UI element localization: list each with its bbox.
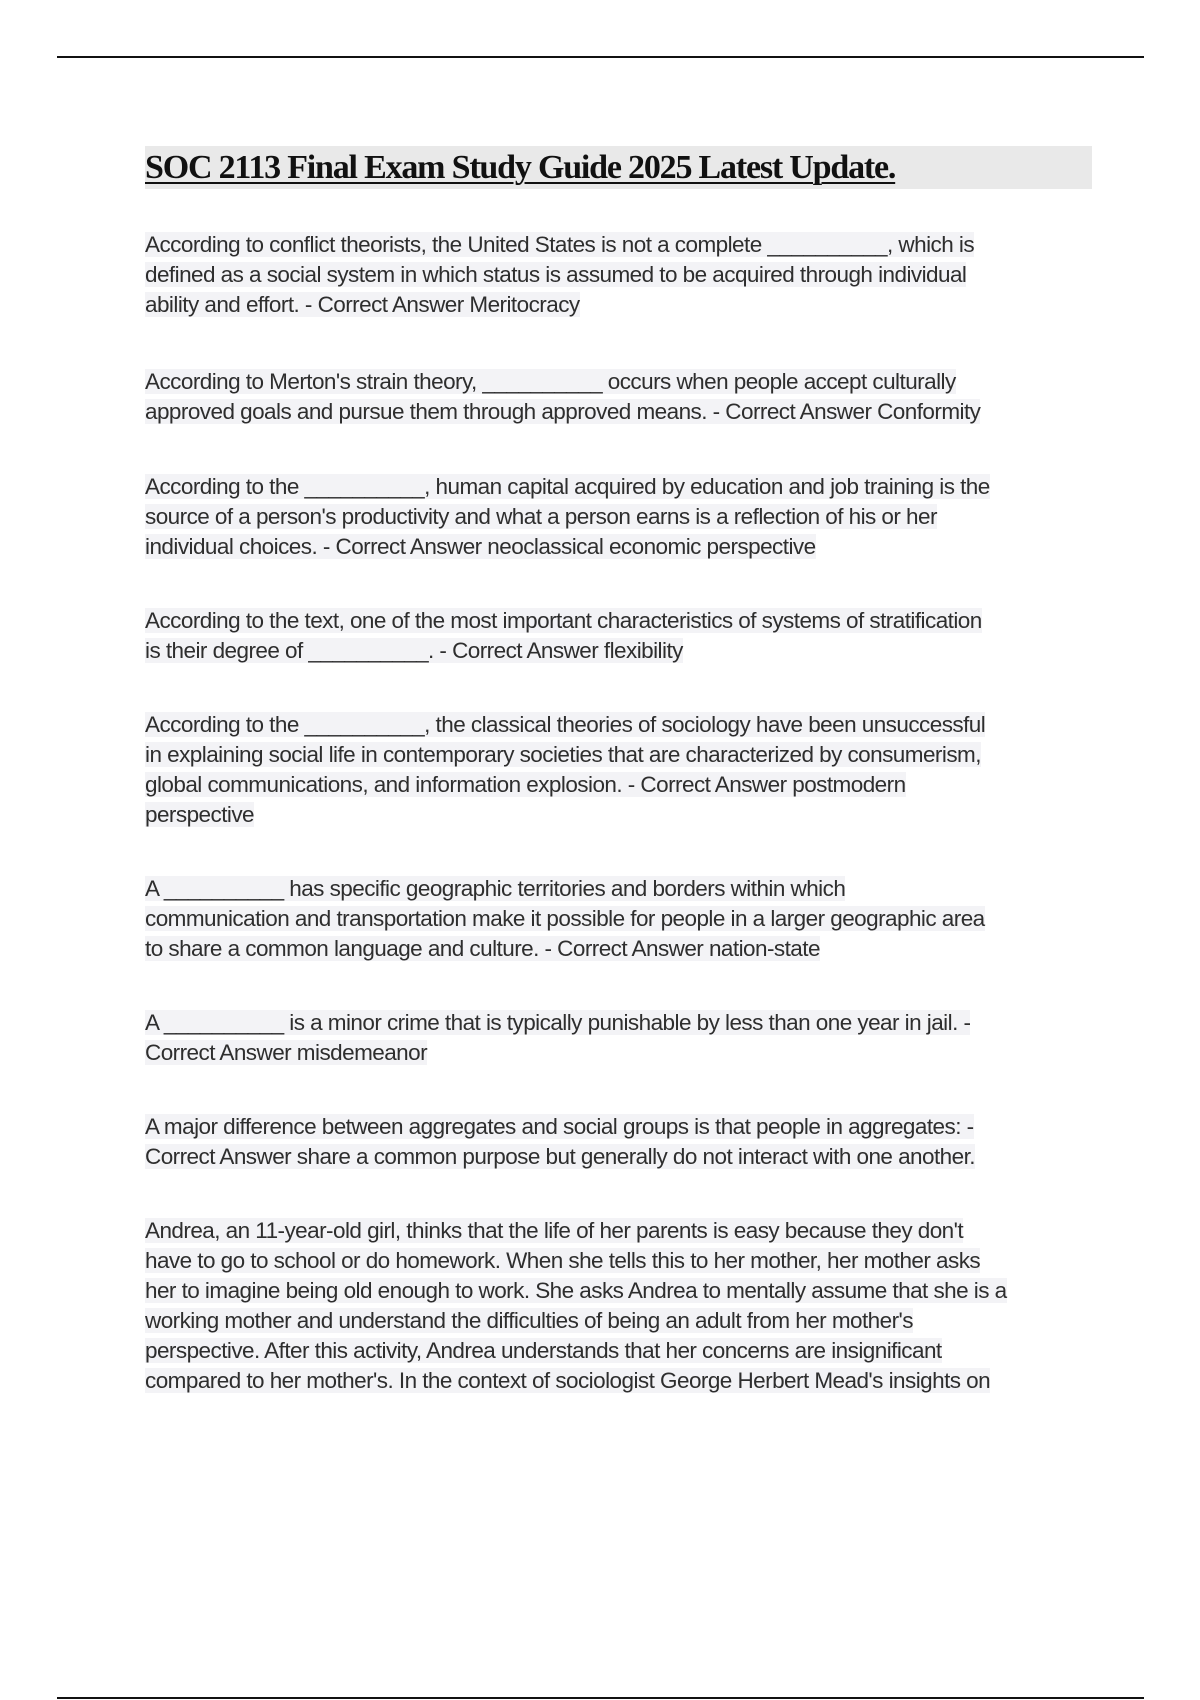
qa-line: perspective. After this activity, Andrea understands that her concerns are insignificant: [145, 1338, 942, 1363]
qa-line: According to conflict theorists, the United States is not a complete __________, which is: [145, 232, 975, 257]
qa-line: in explaining social life in contemporary societies that are characterized by consumerism,: [145, 742, 981, 767]
qa-line: According to the __________, human capital acquired by education and job training is the: [145, 474, 990, 499]
qa-entry: [145, 367, 1090, 427]
qa-line: communication and transportation make it possible for people in a larger geographic area: [145, 906, 985, 931]
qa-line: her to imagine being old enough to work. She asks Andrea to mentally assume that she is a: [145, 1278, 1007, 1303]
qa-line: global communications, and information explosion. - Correct Answer postmodern: [145, 772, 906, 797]
qa-line: A __________ is a minor crime that is typically punishable by less than one year in jail. -: [145, 1010, 971, 1035]
qa-entry: [145, 1216, 1090, 1396]
qa-entry: [145, 710, 1090, 830]
qa-line: individual choices. - Correct Answer neoclassical economic perspective: [145, 534, 816, 559]
qa-line: According to Merton's strain theory, __________ occurs when people accept culturally: [145, 369, 956, 394]
qa-line: to share a common language and culture. - Correct Answer nation-state: [145, 936, 820, 961]
qa-line: source of a person's productivity and what a person earns is a reflection of his or her: [145, 504, 937, 529]
qa-line: is their degree of __________. - Correct Answer flexibility: [145, 638, 683, 663]
qa-line: compared to her mother's. In the context of sociologist George Herbert Mead's insights on: [145, 1368, 991, 1393]
qa-line: defined as a social system in which status is assumed to be acquired through individual: [145, 262, 967, 287]
qa-line: Andrea, an 11-year-old girl, thinks that the life of her parents is easy because they don't: [145, 1218, 964, 1243]
qa-entry: [145, 1008, 1090, 1068]
bottom-rule: [57, 1697, 1144, 1699]
qa-entry: [145, 230, 1090, 320]
qa-line: A major difference between aggregates and social groups is that people in aggregates: -: [145, 1114, 974, 1139]
qa-line: According to the __________, the classical theories of sociology have been unsuccessful: [145, 712, 986, 737]
qa-line: approved goals and pursue them through approved means. - Correct Answer Conformity: [145, 399, 981, 424]
qa-entry: [145, 472, 1090, 562]
qa-line: perspective: [145, 802, 255, 827]
qa-entry: [145, 1112, 1090, 1172]
qa-line: Correct Answer misdemeanor: [145, 1040, 428, 1065]
qa-line: According to the text, one of the most important characteristics of systems of stratification: [145, 608, 982, 633]
qa-line: have to go to school or do homework. When she tells this to her mother, her mother asks: [145, 1248, 981, 1273]
qa-line: working mother and understand the difficulties of being an adult from her mother's: [145, 1308, 913, 1333]
qa-line: ability and effort. - Correct Answer Meritocracy: [145, 292, 580, 317]
qa-entry: [145, 874, 1090, 964]
top-rule: [57, 56, 1144, 58]
qa-line: Correct Answer share a common purpose but generally do not interact with one another.: [145, 1144, 975, 1169]
qa-entry: [145, 606, 1090, 666]
qa-line: A __________ has specific geographic territories and borders within which: [145, 876, 846, 901]
document-title: SOC 2113 Final Exam Study Guide 2025 Latest Update.: [145, 149, 896, 186]
